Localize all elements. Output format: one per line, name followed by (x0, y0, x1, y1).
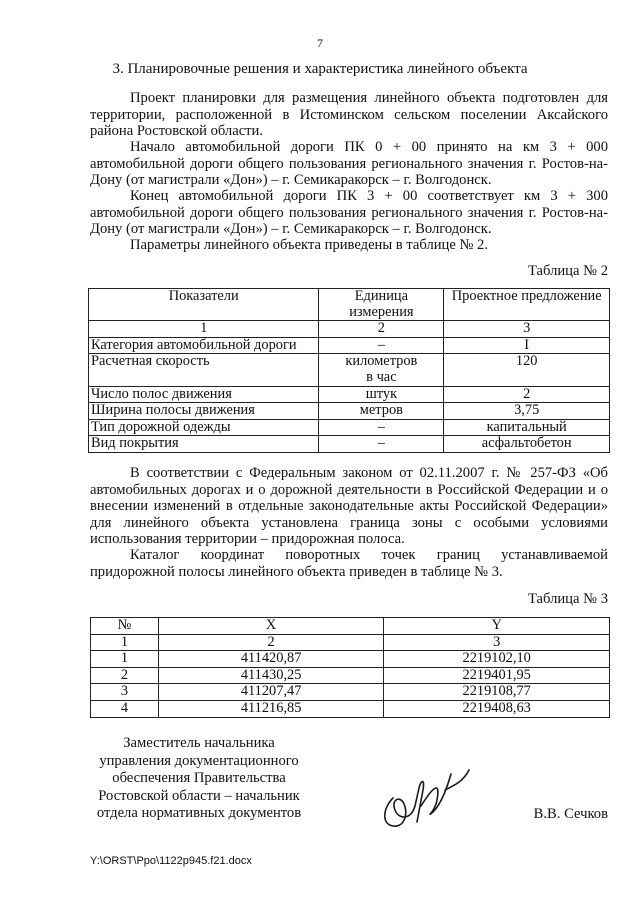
table-cell: 2 (158, 634, 384, 651)
table-cell: 2219108,77 (384, 684, 610, 701)
section-heading: 3. Планировочные решения и характеристика линейного объекта (112, 61, 528, 77)
table-cell: 1 (91, 651, 159, 668)
table-cell: Категория автомобильной дороги (89, 337, 319, 354)
paragraph-territory: Проект планировки для размещения линейного объекта подготовлен для территории, расположенной в Истоминском сельском поселении Аксайского района Ростовской области. (90, 90, 608, 139)
coordinates-table (90, 617, 610, 718)
table-cell: 411216,85 (158, 700, 384, 717)
signatory-name: В.В. Сечков (533, 806, 608, 822)
signatory-title (90, 735, 308, 823)
table-cell: 411420,87 (158, 651, 384, 668)
table-cell: 3 (384, 634, 610, 651)
table-cell: 2219401,95 (384, 667, 610, 684)
paragraph-params-ref: Параметры линейного объекта приведены в таблице № 2. (130, 237, 488, 253)
header-cell: Показатели (89, 289, 319, 321)
signatory-title-line: Ростовской области – начальник (98, 787, 300, 804)
table-numbering-row (89, 321, 610, 338)
table-cell: 2219102,10 (384, 651, 610, 668)
table-cell: километров в час (319, 354, 444, 386)
table3-label: Таблица № 3 (528, 591, 608, 607)
table-cell: 411207,47 (158, 684, 384, 701)
table-cell: 2 (444, 386, 610, 403)
table-cell: 2219408,63 (384, 700, 610, 717)
header-cell: Y (384, 618, 610, 635)
table-numbering-row (91, 634, 610, 651)
table-row (91, 667, 610, 684)
table-cell: метров (319, 403, 444, 420)
table-cell: штук (319, 386, 444, 403)
signatory-title-line: Заместитель начальника (123, 735, 275, 751)
signatory-title-line: обеспечения Правительства (112, 770, 286, 786)
table-cell: 120 (444, 354, 610, 386)
table-row (91, 684, 610, 701)
table-cell: 3 (91, 684, 159, 701)
signatory-title-line: управления документационного (99, 752, 299, 769)
table-cell: – (319, 337, 444, 354)
table-header-row (89, 289, 610, 321)
footer-file-path: Y:\ORST\Ppo\1122p945.f21.docx (90, 855, 252, 867)
table-cell: 4 (91, 700, 159, 717)
table-cell: капитальный (444, 419, 610, 436)
table-cell: 3 (444, 321, 610, 338)
table-cell: 1 (91, 634, 159, 651)
page-number: 7 (317, 36, 323, 50)
handwritten-signature (375, 760, 475, 832)
table-row (89, 403, 610, 420)
paragraph-road-start: Начало автомобильной дороги ПК 0 + 00 принято на км 3 + 000 автомобильной дороги общего пользования регионального значения г. Ростов-на-Дону (от магистрали «Дон») – г. Семикаракорск – г. Волгодонск. (90, 139, 608, 188)
table-header-row (91, 618, 610, 635)
header-cell: Единица измерения (319, 289, 444, 321)
table-cell: Число полос движения (89, 386, 319, 403)
table-row (89, 337, 610, 354)
table-cell: Вид покрытия (89, 436, 319, 453)
table-row (89, 419, 610, 436)
table-cell: – (319, 419, 444, 436)
paragraph-road-end: Конец автомобильной дороги ПК 3 + 00 соответствует км 3 + 300 автомобильной дороги общего пользования регионального значения г. Ростов-на-Дону (от магистрали «Дон») – г. Семикаракорск – г. Волгодонск. (90, 188, 608, 237)
table-cell: асфальтобетон (444, 436, 610, 453)
table-row (89, 386, 610, 403)
table-row (89, 354, 610, 386)
table2-label: Таблица № 2 (528, 263, 608, 279)
paragraph-coords-ref: Каталог координат поворотных точек границ устанавливаемой придорожной полосы линейного объекта приведен в таблице № 3. (90, 547, 608, 580)
header-cell: Проектное предложение (444, 289, 610, 321)
table-cell: Ширина полосы движения (89, 403, 319, 420)
table-cell: Тип дорожной одежды (89, 419, 319, 436)
table-cell: 2 (319, 321, 444, 338)
table-cell: 3,75 (444, 403, 610, 420)
signatory-title-line: отдела нормативных документов (96, 805, 302, 821)
table-cell: 1 (89, 321, 319, 338)
table-row (91, 700, 610, 717)
table-cell: I (444, 337, 610, 354)
header-cell: № (91, 618, 159, 635)
parameters-table (88, 288, 610, 453)
paragraph-federal-law: В соответствии с Федеральным законом от 02.11.2007 г. № 257-ФЗ «Об автомобильных дорогах и о дорожной деятельности в Российской Федерации и о внесении изменений в отдельные законодательные акты Российской Федерации» для линейного объекта установлена граница зоны с особыми условиями использования территории – придорожная полоса. (90, 465, 608, 547)
table-cell: – (319, 436, 444, 453)
table-row (89, 436, 610, 453)
header-cell: X (158, 618, 384, 635)
table-row (91, 651, 610, 668)
table-cell: 411430,25 (158, 667, 384, 684)
table-cell: Расчетная скорость (89, 354, 319, 386)
table-cell: 2 (91, 667, 159, 684)
